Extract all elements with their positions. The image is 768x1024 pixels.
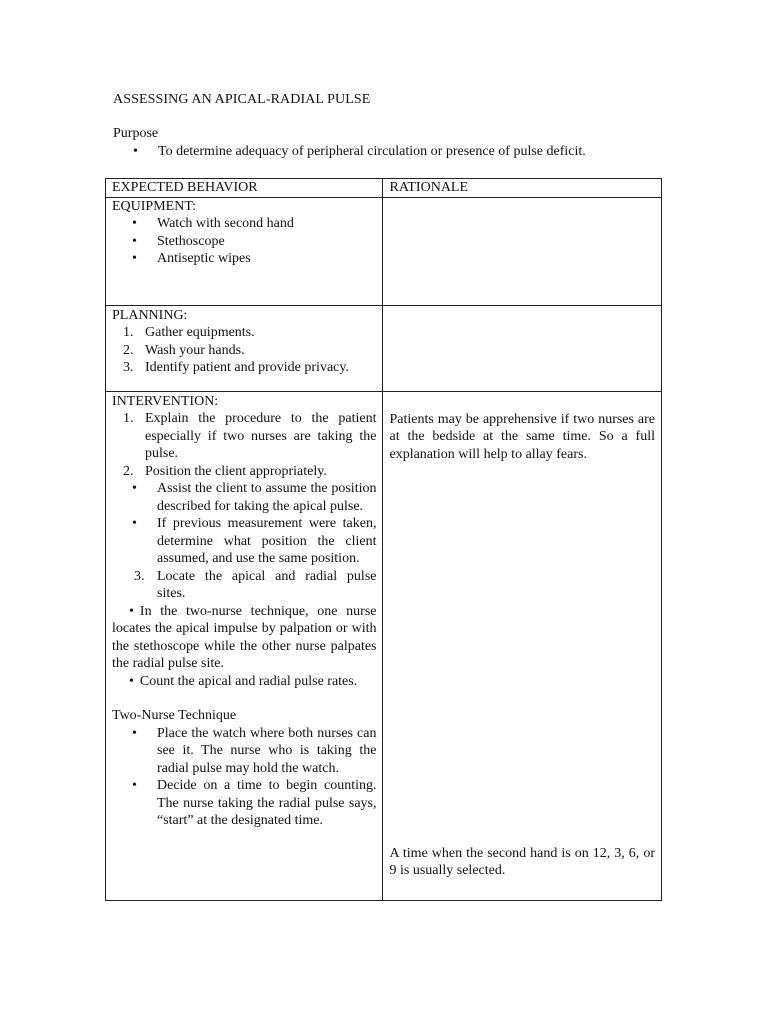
intervention-row [106, 391, 662, 900]
purpose-item [133, 143, 586, 161]
equipment-label: EQUIPMENT: [112, 198, 197, 214]
two-nurse-item: • Decide on a time to begin counting. The nurse taking the radial pulse says, “start” at the designated time. [132, 778, 377, 828]
planning-cell [106, 305, 383, 391]
bullet-icon: • [129, 603, 134, 619]
planning-item: 1. Gather equipments. [123, 325, 255, 340]
intervention-step: 2. Position the client appropriately. [123, 463, 327, 479]
two-nurse-label: Two-Nurse Technique [112, 708, 237, 723]
two-nurse-item: • Place the watch where both nurses can see it. The nurse who is taking the radial pulse may hold the watch. [132, 725, 377, 776]
bullet-icon: • [132, 233, 137, 249]
bullet-icon: • [132, 778, 137, 793]
bullet-icon: • [132, 516, 137, 531]
intervention-sub-item: • Assist the client to assume the position described for taking the apical pulse. [132, 481, 377, 514]
purpose-label: Purpose [113, 126, 159, 141]
planning-rationale-cell [383, 305, 662, 391]
intervention-paragraph: • In the two-nurse technique, one nurse locates the apical impulse by palpation or with the stethoscope while the other nurse palpates the radial pulse site. [112, 603, 377, 671]
header-rationale: RATIONALE [383, 179, 662, 198]
intervention-step: 1. Explain the procedure to the patient especially if two nurses are taking the pulse. [123, 411, 377, 461]
rationale-text: A time when the second hand is on 12, 3, 6, or 9 is usually selected. [389, 845, 655, 878]
intervention-paragraph: • Count the apical and radial pulse rates. [129, 673, 358, 689]
purpose-text: To determine adequacy of peripheral circulation or presence of pulse deficit. [158, 144, 586, 159]
planning-item: 3. Identify patient and provide privacy. [123, 360, 349, 375]
intervention-sub-item: • If previous measurement were taken, determine what position the client assumed, and use the same position. [132, 516, 377, 566]
equipment-cell [106, 197, 383, 305]
bullet-icon: • [129, 673, 134, 689]
document-title: ASSESSING AN APICAL-RADIAL PULSE [113, 92, 371, 107]
bullet-icon: • [132, 725, 137, 741]
table-header-row [106, 179, 662, 198]
equipment-rationale-cell [383, 197, 662, 305]
equipment-item: • Stethoscope [132, 233, 225, 249]
bullet-icon: • [132, 251, 137, 266]
procedure-table [105, 178, 662, 901]
equipment-row [106, 197, 662, 305]
intervention-step: 3. Locate the apical and radial pulse sites. [134, 568, 377, 601]
equipment-item: • Watch with second hand [132, 216, 294, 231]
header-expected-behavior: EXPECTED BEHAVIOR [106, 179, 383, 198]
planning-label: PLANNING: [112, 307, 188, 323]
planning-row [106, 305, 662, 391]
bullet-icon: • [132, 481, 137, 496]
intervention-cell [106, 391, 383, 900]
bullet-icon: • [133, 144, 138, 159]
equipment-item: • Antiseptic wipes [132, 251, 251, 266]
intervention-rationale-cell [383, 391, 662, 900]
rationale-text: Patients may be apprehensive if two nurses are at the bedside at the same time. So a full explanation will help to allay fears. [389, 411, 655, 462]
bullet-icon: • [132, 216, 137, 231]
intervention-label: INTERVENTION: [112, 393, 219, 409]
planning-item: 2. Wash your hands. [123, 342, 245, 358]
